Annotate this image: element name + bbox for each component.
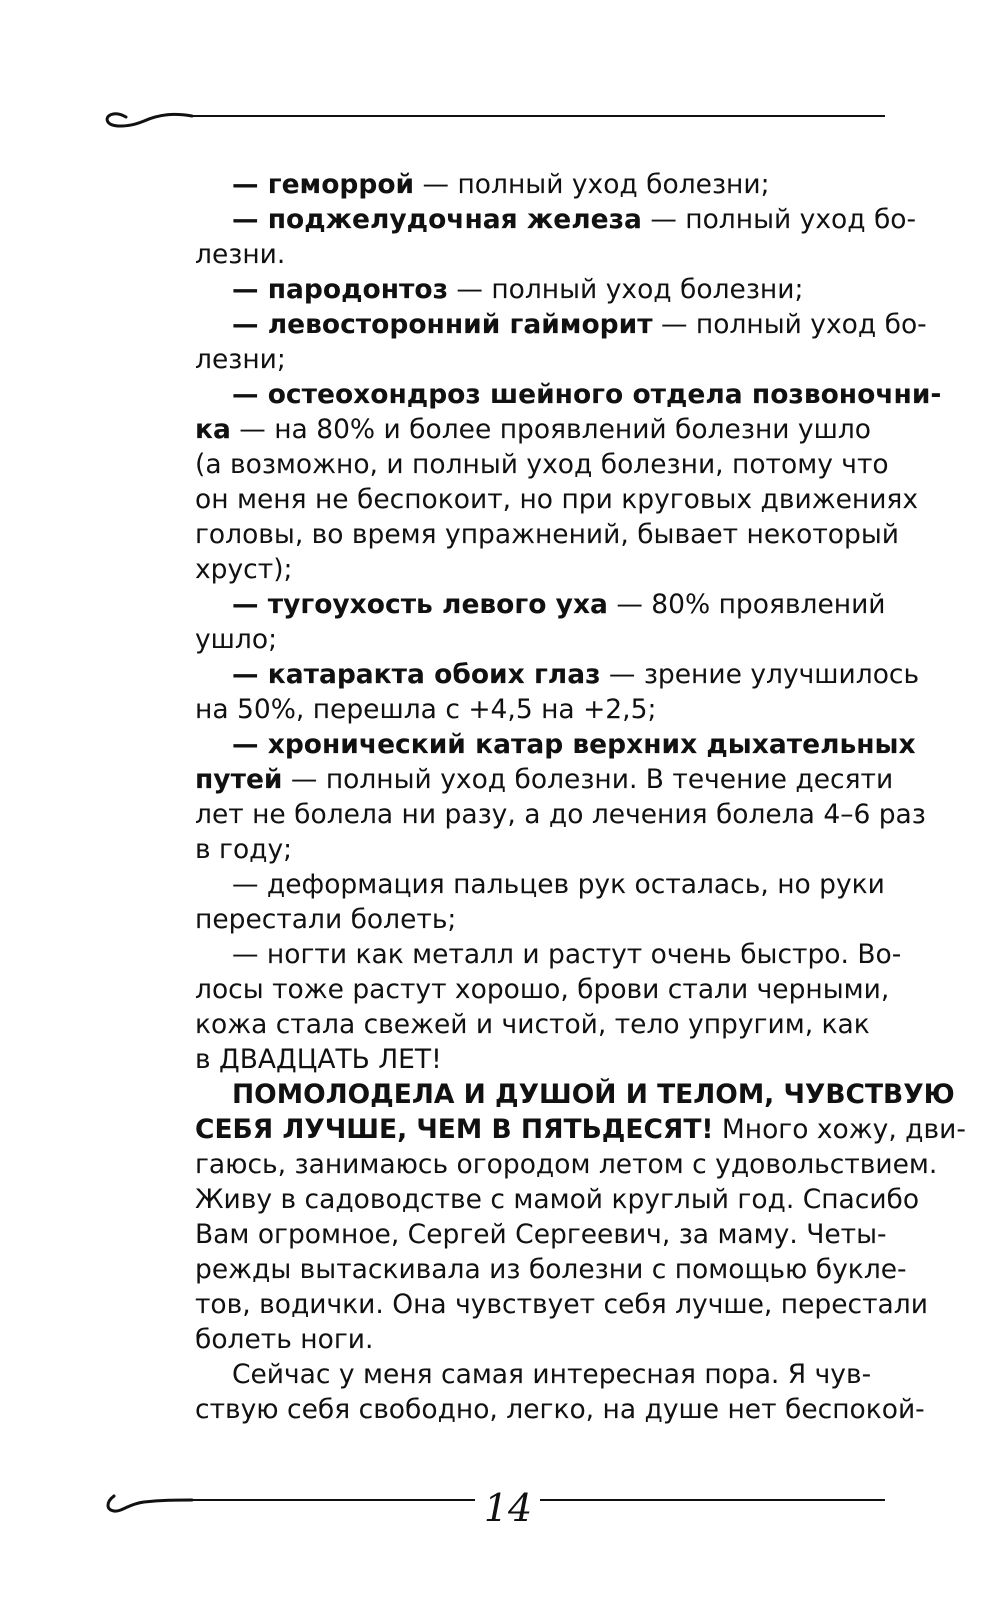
bold-term: ПОМОЛОДЕЛА И ДУШОЙ И ТЕЛОМ, ЧУВСТВУЮ	[232, 1079, 955, 1110]
text-line	[195, 587, 886, 622]
text-line	[195, 657, 920, 692]
text-line	[195, 517, 899, 552]
text-line	[195, 937, 902, 972]
line-text: Вам огромное, Сергей Сергеевич, за маму. Четы-	[195, 1219, 887, 1250]
bold-term: — катаракта обоих глаз	[232, 659, 601, 690]
line-text: — деформация пальцев рук осталась, но руки	[232, 869, 885, 900]
line-text: лет не болела ни разу, а до лечения болела 4–6 раз	[195, 799, 926, 830]
text-line	[195, 552, 830, 587]
text-line	[195, 797, 926, 832]
line-text: — зрение улучшилось	[600, 659, 920, 690]
bold-term: — левосторонний гайморит	[232, 309, 653, 340]
line-text: он меня не беспокоит, но при круговых движениях	[195, 484, 919, 515]
body-text	[195, 167, 966, 1427]
text-line	[195, 412, 872, 447]
line-text: — полный уход болезни;	[414, 169, 770, 200]
text-line	[195, 1287, 928, 1322]
text-line	[195, 1112, 966, 1147]
line-text: Много хожу, дви-	[713, 1114, 966, 1145]
text-line	[195, 1077, 955, 1112]
line-text: — полный уход болезни. В течение десяти	[282, 764, 894, 795]
line-text: гаюсь, занимаюсь огородом летом с удовольствием.	[195, 1149, 938, 1180]
line-text: — полный уход бо-	[652, 309, 927, 340]
text-line	[195, 447, 889, 482]
line-text: перестали болеть;	[195, 904, 457, 935]
line-text: — ногти как металл и растут очень быстро. Во-	[232, 939, 902, 970]
text-line	[195, 1322, 830, 1357]
text-line	[195, 237, 830, 272]
line-text: в ДВАДЦАТЬ ЛЕТ!	[195, 1044, 442, 1075]
text-line	[195, 1357, 872, 1392]
line-text: хруст);	[195, 554, 293, 585]
line-text: Живу в садоводстве с мамой круглый год. Спасибо	[195, 1184, 920, 1215]
text-line	[195, 167, 830, 202]
text-line	[195, 377, 942, 412]
bold-term: — пародонтоз	[232, 274, 448, 305]
text-line	[195, 1042, 830, 1077]
line-text: ствую себя свободно, легко, на душе нет беспокой-	[195, 1394, 925, 1425]
line-text: (а возможно, и полный уход болезни, потому что	[195, 449, 889, 480]
line-text: на 50%, перешла с +4,5 на +2,5;	[195, 694, 657, 725]
text-line	[195, 622, 830, 657]
text-line	[195, 202, 917, 237]
text-line	[195, 1217, 887, 1252]
text-line	[195, 1392, 925, 1427]
bold-term: — остеохондроз шейного отдела позвоночни-	[232, 379, 942, 410]
line-text: лезни;	[195, 344, 286, 375]
bold-term: СЕБЯ ЛУЧШЕ, ЧЕМ В ПЯТЬДЕСЯТ!	[195, 1114, 714, 1145]
text-line	[195, 692, 830, 727]
line-text: режды вытаскивала из болезни с помощью букле-	[195, 1254, 907, 1285]
line-text: в году;	[195, 834, 293, 865]
line-text: — полный уход болезни;	[447, 274, 804, 305]
line-text: Сейчас у меня самая интересная пора. Я чув-	[232, 1359, 872, 1390]
line-text: головы, во время упражнений, бывает некоторый	[195, 519, 899, 550]
text-line	[195, 727, 916, 762]
bold-term: — геморрой	[232, 169, 415, 200]
line-text: лосы тоже растут хорошо, брови стали черными,	[195, 974, 890, 1005]
text-line	[195, 1182, 920, 1217]
bold-term: ка	[195, 414, 231, 445]
bold-term: путей	[195, 764, 283, 795]
line-text: — на 80% и более проявлений болезни ушло	[230, 414, 872, 445]
text-line	[195, 972, 890, 1007]
text-line	[195, 1147, 938, 1182]
line-text: — полный уход бо-	[641, 204, 917, 235]
text-line	[195, 867, 885, 902]
line-text: кожа стала свежей и чистой, тело упругим, как	[195, 1009, 870, 1040]
bold-term: — поджелудочная железа	[232, 204, 642, 235]
line-text: лезни.	[195, 239, 286, 270]
text-line	[195, 342, 830, 377]
line-text: — 80% проявлений	[607, 589, 886, 620]
text-line	[195, 1252, 907, 1287]
page-number: 14	[478, 1482, 538, 1534]
bold-term: — тугоухость левого уха	[232, 589, 608, 620]
bold-term: — хронический катар верхних дыхательных	[232, 729, 916, 760]
line-text: ушло;	[195, 624, 278, 655]
text-line	[195, 482, 919, 517]
line-text: тов, водички. Она чувствует себя лучше, перестали	[195, 1289, 928, 1320]
text-line	[195, 762, 894, 797]
text-line	[195, 1007, 870, 1042]
text-line	[195, 902, 830, 937]
top-ornament-rule	[100, 96, 915, 136]
line-text: болеть ноги.	[195, 1324, 374, 1355]
text-line	[195, 272, 830, 307]
text-line	[195, 307, 927, 342]
text-line	[195, 832, 830, 867]
